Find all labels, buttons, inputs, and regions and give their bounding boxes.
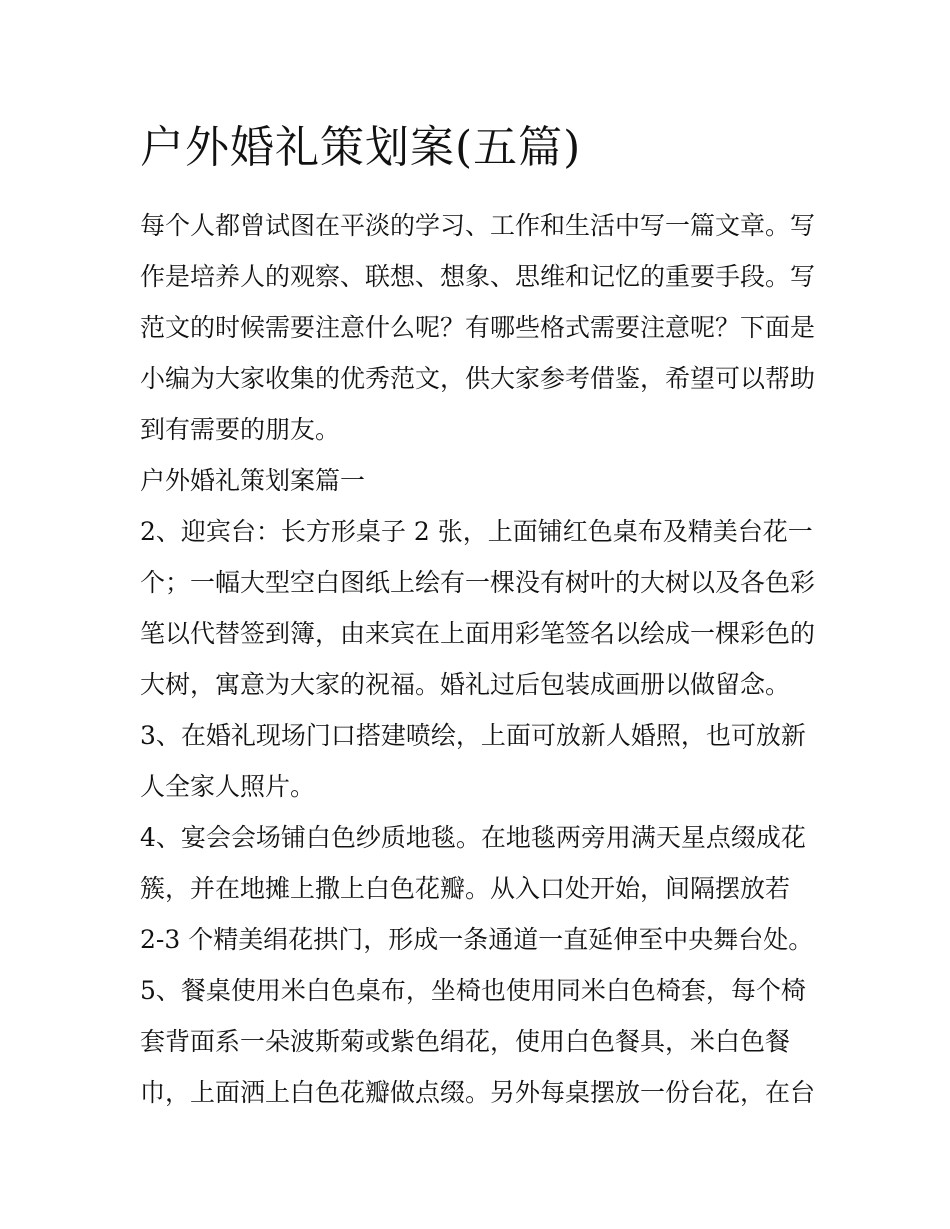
body-line: 作是培养人的观察、联想、想象、思维和记忆的重要手段。写 (140, 262, 816, 291)
body-line: 到有需要的朋友。 (140, 415, 341, 444)
body-line: 个；一幅大型空白图纸上绘有一棵没有树叶的大树以及各色彩 (140, 568, 816, 597)
body-line: 2、迎宾台：长方形桌子 2 张，上面铺红色桌布及精美台花一 (140, 517, 813, 546)
body-line: 小编为大家收集的优秀范文，供大家参考借鉴，希望可以帮助 (140, 364, 816, 393)
body-line: 簇，并在地摊上撒上白色花瓣。从入口处开始，间隔摆放若 (140, 874, 791, 903)
body-line: 大树，寓意为大家的祝福。婚礼过后包装成画册以做留念。 (140, 670, 791, 699)
body-line: 套背面系一朵波斯菊或紫色绢花，使用白色餐具，米白色餐 (140, 1027, 791, 1056)
section-heading: 户外婚礼策划案篇一 (140, 466, 366, 495)
document-title: 户外婚礼策划案(五篇) (140, 122, 582, 173)
body-line: 5、餐桌使用米白色桌布，坐椅也使用同米白色椅套，每个椅 (140, 976, 806, 1005)
body-line: 3、在婚礼现场门口搭建喷绘，上面可放新人婚照，也可放新 (140, 721, 806, 750)
body-line: 人全家人照片。 (140, 772, 316, 801)
body-line: 范文的时候需要注意什么呢？有哪些格式需要注意呢？下面是 (140, 313, 816, 342)
body-line: 4、宴会会场铺白色纱质地毯。在地毯两旁用满天星点缀成花 (140, 823, 806, 852)
document-body (140, 200, 820, 1118)
body-line: 笔以代替签到簿，由来宾在上面用彩笔签名以绘成一棵彩色的 (140, 619, 816, 648)
body-line: 2-3 个精美绢花拱门，形成一条通道一直延伸至中央舞台处。 (140, 925, 814, 954)
body-line: 巾，上面洒上白色花瓣做点缀。另外每桌摆放一份台花，在台 (140, 1078, 816, 1107)
body-line: 每个人都曾试图在平淡的学习、工作和生活中写一篇文章。写 (140, 211, 816, 240)
